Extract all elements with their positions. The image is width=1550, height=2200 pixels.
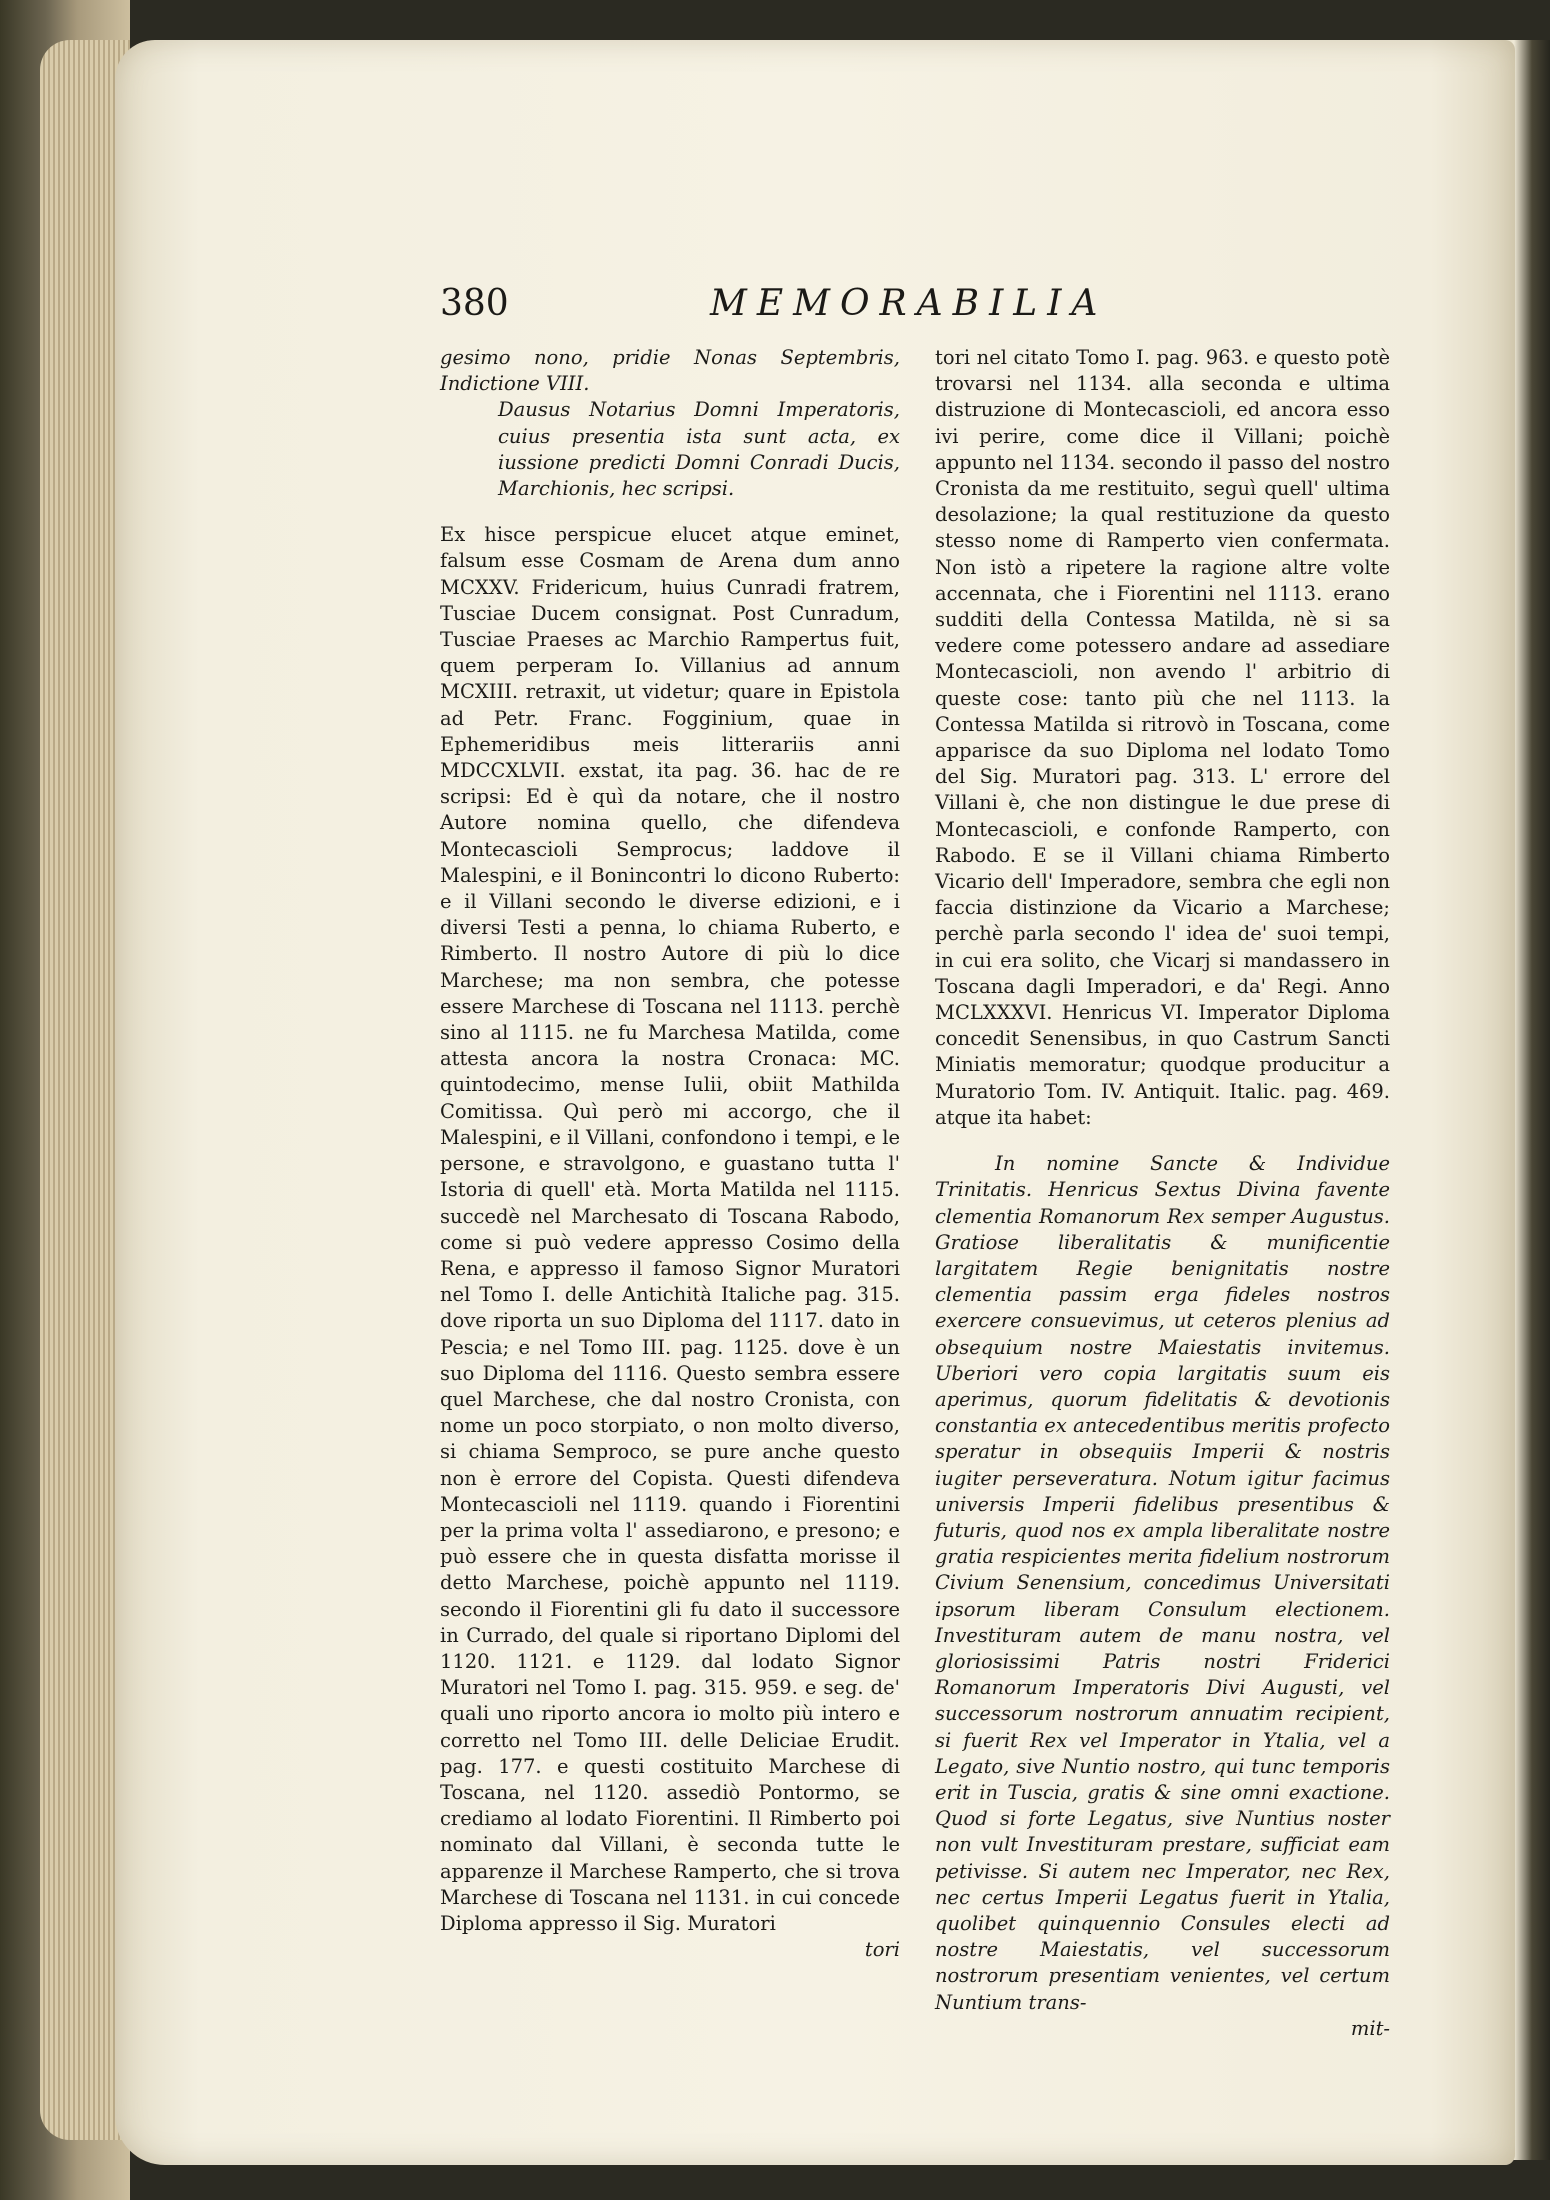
book-edge bbox=[0, 0, 130, 2200]
catchword: tori bbox=[864, 1938, 900, 1962]
paragraph: gesimo nono, pridie Nonas Septembris, Indictione VIII. bbox=[440, 346, 900, 396]
left-column bbox=[440, 345, 900, 1963]
paragraph: tori nel citato Tomo I. pag. 963. e questo potè trovarsi nel 1134. alla seconda e ultima distruzione di Montecascioli, ed ancora esso ivi perire, come dice il Villani; poichè appunto nel 1134. secondo il passo del nostro Cronista da me restituito, seguì quell' ultima desolazione; la qual restituzione da questo stesso nome di Ramperto vien confermata. Non istò a ripetere la ragione altre volte accennata, che i Fiorentini nel 1113. erano sudditi della Contessa Matilda, nè si sa vedere come potessero andare ad assediare Montecascioli, non avendo l' arbitrio di queste cose: tanto più che nel 1113. la Contessa Matilda si ritrovò in Toscana, come apparisce da suo Diploma nel lodato Tomo del Sig. Muratori pag. 313. L' errore del Villani è, che non distingue le due prese di Montecascioli, e confonde Ramperto, con Rabodo. E se il Villani chiama Rimberto Vicario dell' Imperadore, sembra che egli non faccia distinzione da Vicario a Marchese; perchè parla secondo l' idea de' suoi tempi, in cui era solito, che Vicarj si mandassero in Toscana dagli Imperadori, e da' Regi. Anno MCLXXXVI. Henricus VI. Imperator Diploma concedit Senensibus, in quo Castrum Sancti Miniatis memoratur; quodque producitur a Muratorio Tom. IV. Antiquit. Italic. pag. 469. atque ita habet: bbox=[935, 346, 1390, 1129]
page-header bbox=[440, 283, 1200, 333]
right-column bbox=[935, 345, 1390, 2042]
catchword: mit- bbox=[1350, 2016, 1390, 2040]
page-number: 380 bbox=[440, 283, 509, 324]
paragraph: In nomine Sancte & Individue Trinitatis. Henricus Sextus Divina favente clementia Romanorum Rex semper Augustus. Gratiose liberalitatis & munificentie largitatem Regie benignitatis nostre clementia passim erga fideles nostros exercere consuevimus, ut ceteros plenius ad obsequium nostre Maiestatis invitemus. Uberiori vero copia largitatis suum eis aperimus, quorum fidelitatis & devotionis constantia ex antecedentibus meritis profecto speratur in obsequiis Imperii & nostris iugiter perseveratura. Notum igitur facimus universis Imperii fidelibus presentibus & futuris, quod nos ex ampla liberalitate nostre gratia respicientes merita fidelium nostrorum Civium Senensium, concedimus Universitati ipsorum liberam Consulum electionem. Investituram autem de manu nostra, vel gloriosissimi Patris nostri Friderici Romanorum Imperatoris Divi Augusti, vel successorum nostrorum annuatim recipient, si fuerit Rex vel Imperator in Ytalia, vel a Legato, sive Nuntio nostro, qui tunc temporis erit in Tuscia, gratis & sine omni exactione. Quod si forte Legatus, sive Nuntius noster non vult Investituram prestare, sufficiat eam petivisse. Si autem nec Imperator, nec Rex, nec certus Imperii Legatus fuerit in Ytalia, quolibet quinquennio Consules electi ad nostre Maiestatis, vel successorum nostrorum presentiam venientes, vel certum Nuntium trans- bbox=[935, 1152, 1390, 2014]
paragraph: Ex hisce perspicue elucet atque eminet, falsum esse Cosmam de Arena dum anno MCXXV. Fridericum, huius Cunradi fratrem, Tusciae Ducem consignat. Post Cunradum, Tusciae Praeses ac Marchio Rampertus fuit, quem perperam Io. Villanius ad annum MCXIII. retraxit, ut videtur; quare in Epistola ad Petr. Franc. Fogginium, quae in Ephemeridibus meis litterariis anni MDCCXLVII. exstat, ita pag. 36. hac de re scripsi: Ed è quì da notare, che il nostro Autore nomina quello, che difendeva Montecascioli Semprocus; laddove il Malespini, e il Bonincontri lo dicono Ruberto: e il Villani secondo le diverse edizioni, e i diversi Testi a penna, lo chiama Ruberto, e Rimberto. Il nostro Autore di più lo dice Marchese; ma non sembra, che potesse essere Marchese di Toscana nel 1113. perchè sino al 1115. ne fu Marchesa Matilda, come attesta ancora la nostra Cronaca: MC. quintodecimo, mense Iulii, obiit Mathilda Comitissa. Quì però mi accorgo, che il Malespini, e il Villani, confondono i tempi, e le persone, e stravolgono, e guastano tutta l' Istoria di quell' età. Morta Matilda nel 1115. succedè nel Marchesato di Toscana Rabodo, come si può vedere appresso Cosimo della Rena, e appresso il famoso Signor Muratori nel Tomo I. delle Antichità Italiche pag. 315. dove riporta un suo Diploma del 1117. dato in Pescia; e nel Tomo III. pag. 1125. dove è un suo Diploma del 1116. Questo sembra essere quel Marchese, che dal nostro Cronista, con nome un poco storpiato, o non molto diverso, si chiama Semproco, se pure anche questo non è errore del Copista. Questi difendeva Montecascioli nel 1119. quando i Fiorentini per la prima volta l' assediarono, e presono; e può essere che in questa disfatta morisse il detto Marchese, poichè appunto nel 1119. secondo il Fiorentini gli fu dato il successore in Currado, del quale si riportano Diplomi del 1120. 1121. e 1129. dal lodato Signor Muratori nel Tomo I. pag. 315. 959. e seg. de' quali uno riporto ancora io molto più intero e corretto nel Tomo III. delle Deliciae Erudit. pag. 177. e questi costituito Marchese di Toscana, nel 1120. assediò Pontormo, se crediamo al lodato Fiorentini. Il Rimberto poi nominato dal Villani, è seconda tutte le apparenze il Marchese Ramperto, che si trova Marchese di Toscana nel 1131. in cui concede Diploma appresso il Sig. Muratori bbox=[440, 523, 900, 1935]
paragraph: Dausus Notarius Domni Imperatoris, cuius presentia ista sunt acta, ex iussione predicti Domni Conradi Ducis, Marchionis, hec scripsi. bbox=[498, 398, 900, 501]
running-title: MEMORABILIA bbox=[710, 283, 1108, 324]
